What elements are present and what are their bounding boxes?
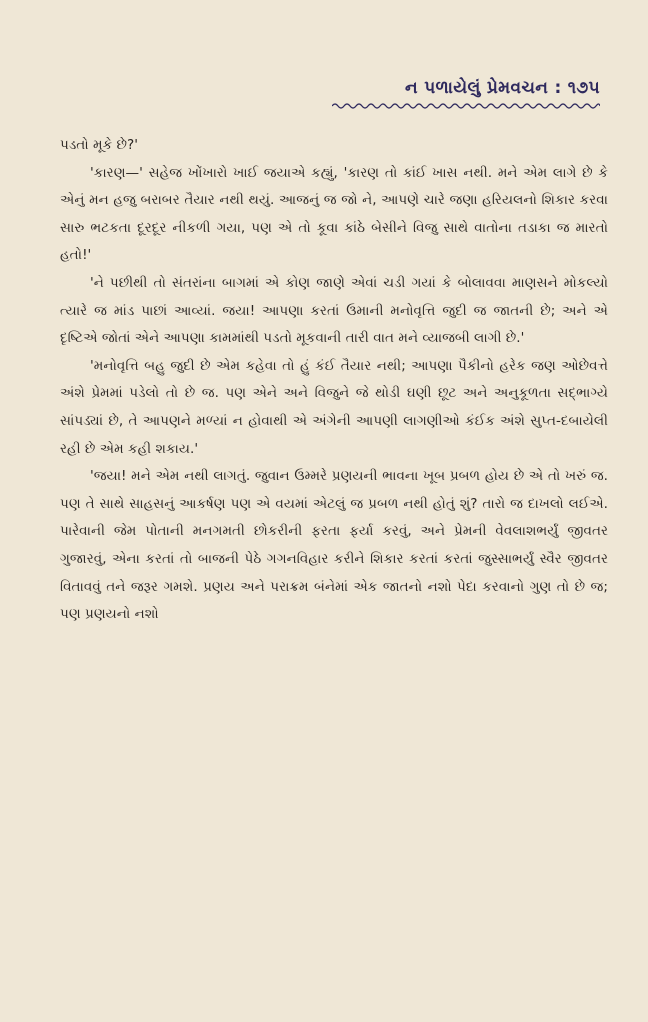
decorative-wavy-rule: [332, 102, 600, 110]
running-header: [300, 78, 600, 98]
body-text: [60, 132, 608, 629]
paragraph: 'કારણ—' સહેજ ખોંખારો ખાઈ જયાએ કહ્યું, 'કારણ તો કાંઈ ખાસ નથી. મને એમ લાગે છે કે એનું મન હજુ બરાબર તૈયાર નથી થયું. આજનું જ જો ને, આપણે ચારે જણા હરિયલનો શિકાર કરવા સારુ ભટકતા દૂરદૂર નીકળી ગયા, પણ એ તો કૂવા કાંઠે બેસીને વિજુ સાથે વાતોના તડાકા જ મારતો હતો!': [60, 164, 608, 264]
paragraph: 'ને પછીથી તો સંતરાંના બાગમાં એ કોણ જાણે એવાં ચડી ગયાં કે બોલાવવા માણસને મોકલ્યો ત્યારે જ માંડ પાછાં આવ્યાં. જયા! આપણા કરતાં ઉમાની મનોવૃત્તિ જુદી જ જાતની છે; અને એ દૃષ્ટિએ જોતાં એને આપણા કામમાંથી પડતો મૂકવાની તારી વાત મને વ્યાજબી લાગી છે.': [60, 274, 608, 347]
running-title: ન પળાયેલું પ્રેમવચન : ૧૭૫: [405, 78, 600, 98]
paragraph: 'જયા! મને એમ નથી લાગતું. જુવાન ઉમ્મરે પ્રણયની ભાવના ખૂબ પ્રબળ હોય છે એ તો ખરું જ. પણ તે સાથે સાહસનું આકર્ષણ પણ એ વયમાં એટલું જ પ્રબળ નથી હોતું શું? તારો જ દાખલો લઈએ. પારેવાની જેમ પોતાની મનગમતી છોકરીની ફરતા ફર્યા કરવું, અને પ્રેમની વેવલાશભર્યું જીવતર ગુજારવું, એના કરતાં તો બાજની પેઠે ગગનવિહાર કરીને શિકાર કરતાં કરતાં જુસ્સાભર્યું સ્વૈર જીવતર વિતાવવું તને જરૂર ગમશે. પ્રણય અને પરાક્રમ બંનેમાં એક જાતનો નશો પેદા કરવાનો ગુણ તો છે જ; પણ પ્રણયનો નશો: [60, 468, 608, 623]
paragraph-continuation: પડતો મૂકે છે?': [60, 137, 138, 153]
paragraph: 'મનોવૃત્તિ બહુ જુદી છે એમ કહેવા તો હું કંઈ તૈયાર નથી; આપણા પૈકીનો હરેક જણ ઓછેવત્તે અંશે પ્રેમમાં પડેલો તો છે જ. પણ એને અને વિજુને જે થોડી ઘણી છૂટ અને અનુકૂળતા સદ્ભાગ્યે સાંપડ્યાં છે, તે આપણને મળ્યાં ન હોવાથી એ અંગેની આપણી લાગણીઓ કંઈક અંશે સુપ્ત-દબાયેલી રહી છે એમ કહી શકાય.': [60, 357, 608, 457]
